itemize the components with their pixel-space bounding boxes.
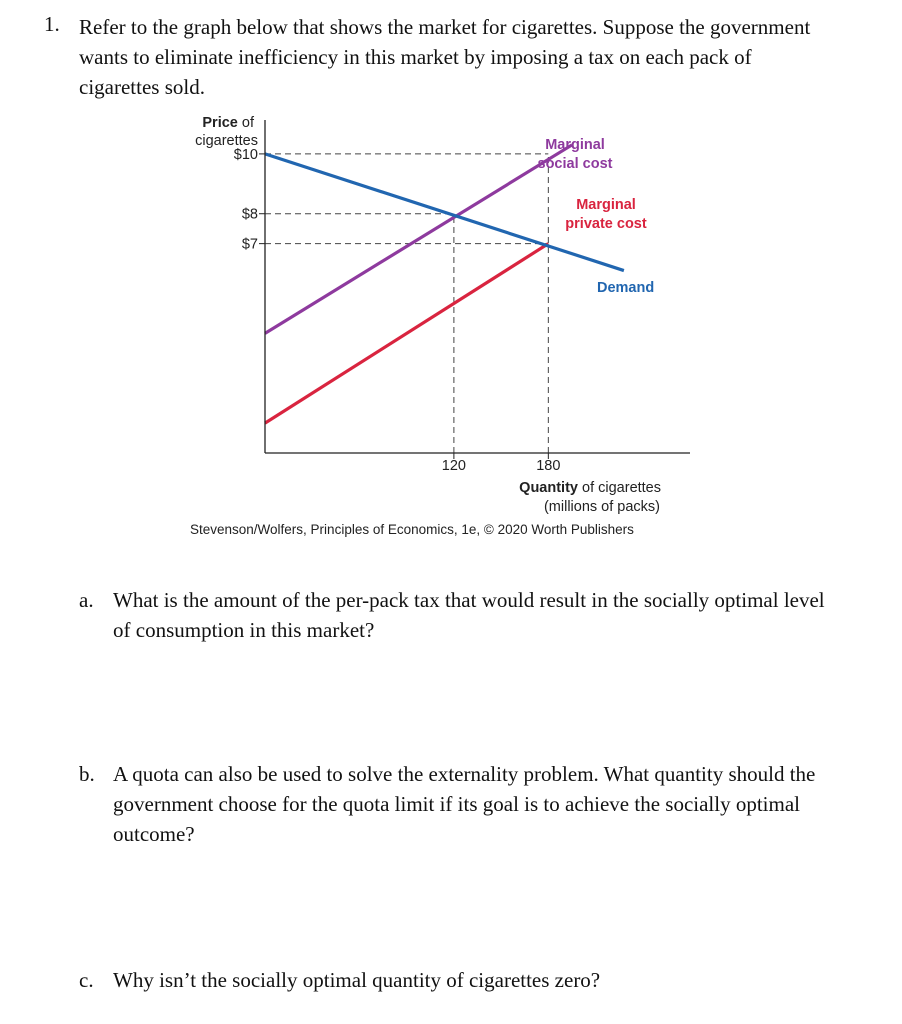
y-axis-label-rest: of xyxy=(237,115,254,131)
subquestion-line: What is the amount of the per-pack tax that would result in the socially optimal level xyxy=(113,588,825,612)
subquestion-line: outcome? xyxy=(113,822,195,846)
x-tick-label: 180 xyxy=(536,458,561,474)
question-line: Refer to the graph below that shows the market for cigarettes. Suppose the government xyxy=(79,15,811,39)
subquestion-label: a. xyxy=(79,588,94,612)
subquestion-label: c. xyxy=(79,968,94,992)
mpc-label-line1: Marginal xyxy=(576,197,636,213)
x-axis-label-line2: (millions of packs) xyxy=(543,499,660,515)
x-axis-label-bold: Quantity xyxy=(519,480,578,496)
x-axis-label-rest: of cigarettes xyxy=(577,480,661,496)
y-axis-label-bold: Price xyxy=(202,115,238,131)
subquestion-line: government choose for the quota limit if its goal is to achieve the socially optimal xyxy=(113,792,801,816)
y-tick-label: $7 xyxy=(241,236,258,253)
x-tick-label: 120 xyxy=(441,458,466,474)
question-line: wants to eliminate inefficiency in this market by imposing a tax on each pack of xyxy=(79,45,752,69)
question-line: cigarettes sold. xyxy=(79,75,205,99)
y-tick-label: $8 xyxy=(241,206,258,223)
chart-source-credit: Stevenson/Wolfers, Principles of Economics, 1e, © 2020 Worth Publishers xyxy=(190,522,634,537)
msc-label-line2: social cost xyxy=(537,156,613,172)
mpc-label-line2: private cost xyxy=(565,216,647,232)
subquestion-line: A quota can also be used to solve the externality problem. What quantity should the xyxy=(113,762,816,786)
msc-label-line1: Marginal xyxy=(545,137,605,153)
y-tick-label: $10 xyxy=(233,146,258,163)
curves xyxy=(265,145,624,423)
y-axis-label xyxy=(202,115,255,131)
subquestion-line: of consumption in this market? xyxy=(113,618,375,642)
x-axis-label xyxy=(519,480,661,496)
subquestion-line: Why isn’t the socially optimal quantity of cigarettes zero? xyxy=(113,968,601,992)
marginal-private-cost-line xyxy=(265,244,548,423)
subquestion-label: b. xyxy=(79,762,95,786)
demand-label: Demand xyxy=(597,280,655,296)
y-axis-label-line2: cigarettes xyxy=(195,133,258,149)
question-number: 1. xyxy=(44,12,60,36)
